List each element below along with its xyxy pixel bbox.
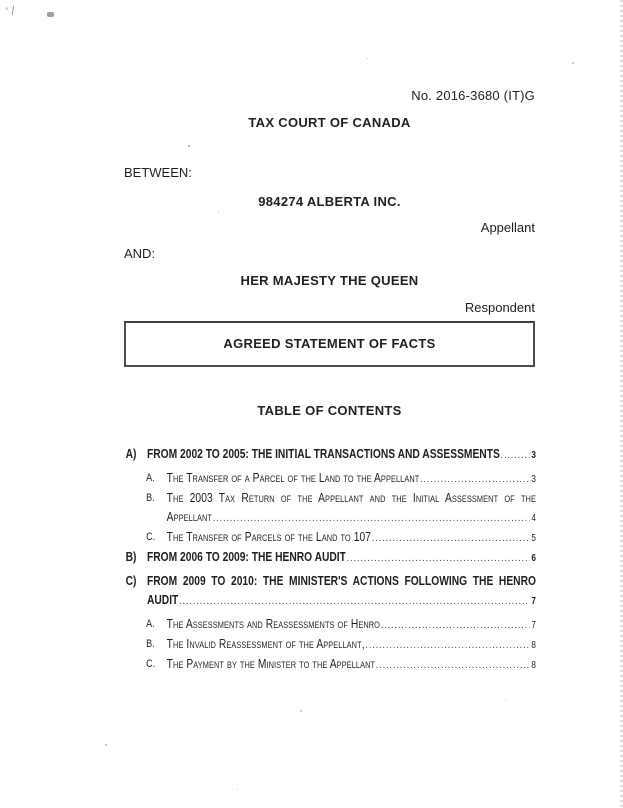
toc-line xyxy=(167,637,536,653)
toc-item-marker: B. xyxy=(146,638,155,650)
document-title: AGREED STATEMENT OF FACTS xyxy=(223,336,436,351)
toc-item-lines xyxy=(167,471,536,487)
toc-line xyxy=(167,491,536,506)
toc-item-marker: B. xyxy=(146,492,155,504)
toc-line xyxy=(147,593,536,609)
scan-speck xyxy=(300,710,302,712)
toc-item-lines xyxy=(147,574,536,609)
toc-item-lines xyxy=(147,550,536,566)
toc-item xyxy=(124,637,536,653)
toc-item-marker: A. xyxy=(146,618,155,630)
toc-leader-dots xyxy=(501,448,530,463)
toc-page-number: 8 xyxy=(531,640,536,651)
appellant-name: 984274 ALBERTA INC. xyxy=(258,194,401,209)
table-of-contents xyxy=(124,447,536,673)
smudge-artifact xyxy=(47,12,54,17)
toc-item-marker: C) xyxy=(125,574,137,588)
toc-item xyxy=(124,657,536,673)
toc-item xyxy=(124,550,536,566)
toc-page-number: 6 xyxy=(531,553,536,564)
toc-line-text: The 2003 Tax Return of the Appellant and the Initial Assessment of the xyxy=(166,491,536,505)
toc-leader-dots xyxy=(381,618,530,633)
toc-title: TABLE OF CONTENTS xyxy=(257,403,402,418)
toc-line xyxy=(167,510,536,526)
toc-leader-dots xyxy=(213,511,530,526)
toc-line xyxy=(167,657,536,673)
toc-item-lines xyxy=(167,491,536,526)
toc-item-marker: A) xyxy=(125,447,137,461)
and-label: AND: xyxy=(124,246,156,261)
toc-line-text: The Assessments and Reassessments of Henro xyxy=(166,617,381,631)
between-label: BETWEEN: xyxy=(124,165,192,180)
toc-leader-dots xyxy=(365,638,529,653)
scan-speck xyxy=(572,62,574,64)
toc-line-text: AUDIT xyxy=(146,593,179,607)
toc-item-marker: C. xyxy=(146,531,156,543)
toc-item-lines xyxy=(167,530,536,546)
toc-leader-dots xyxy=(179,594,530,609)
toc-page-number: 3 xyxy=(531,450,536,461)
toc-line xyxy=(147,574,536,589)
toc-page-number: 7 xyxy=(531,620,536,631)
toc-item xyxy=(124,530,536,546)
toc-line-text: The Transfer of Parcels of the Land to 107 xyxy=(166,530,372,544)
toc-line xyxy=(147,550,536,566)
toc-leader-dots xyxy=(376,658,530,673)
scan-speck xyxy=(105,744,107,746)
toc-item-lines xyxy=(167,657,536,673)
toc-item-marker: A. xyxy=(146,472,155,484)
toc-line-text: The Invalid Reassessment of the Appellant, xyxy=(166,637,365,651)
toc-line-text: Appellant xyxy=(166,510,213,524)
toc-item-lines xyxy=(167,617,536,633)
toc-item xyxy=(124,617,536,633)
toc-line xyxy=(167,471,536,487)
toc-item-lines xyxy=(147,447,536,463)
toc-item xyxy=(124,491,536,526)
toc-item-marker: B) xyxy=(125,550,137,564)
toc-item-marker: C. xyxy=(146,658,156,670)
toc-line-text: FROM 2002 TO 2005: THE INITIAL TRANSACTIONS AND ASSESSMENTS xyxy=(146,447,500,461)
toc-line-text: FROM 2009 TO 2010: THE MINISTER'S ACTIONS FOLLOWING THE HENRO xyxy=(146,574,536,588)
toc-page-number: 7 xyxy=(531,596,536,607)
toc-line xyxy=(167,530,536,546)
toc-page-number: 3 xyxy=(531,474,536,485)
toc-item xyxy=(124,471,536,487)
toc-leader-dots xyxy=(420,472,530,487)
document-title-box xyxy=(124,321,535,367)
toc-item-lines xyxy=(167,637,536,653)
toc-item xyxy=(124,447,536,463)
toc-line-text: The Payment by the Minister to the Appellant xyxy=(166,657,376,671)
toc-page-number: 8 xyxy=(531,660,536,671)
toc-line xyxy=(167,617,536,633)
scan-speck xyxy=(505,700,506,701)
toc-line-text: FROM 2006 TO 2009: THE HENRO AUDIT xyxy=(146,550,346,564)
respondent-role-label: Respondent xyxy=(464,300,535,315)
toc-line-text: The Transfer of a Parcel of the Land to the Appellant xyxy=(166,471,420,485)
toc-line xyxy=(147,447,536,463)
toc-page-number: 4 xyxy=(531,513,536,524)
appellant-role-label: Appellant xyxy=(480,220,535,235)
pen-mark-artifact: '/ xyxy=(5,3,19,19)
toc-item xyxy=(124,574,536,609)
toc-page-number: 5 xyxy=(531,533,536,544)
case-number: No. 2016-3680 (IT)G xyxy=(411,88,535,103)
toc-leader-dots xyxy=(372,531,530,546)
document-content xyxy=(124,0,535,677)
scan-speck xyxy=(237,789,238,790)
respondent-name: HER MAJESTY THE QUEEN xyxy=(240,273,419,288)
toc-leader-dots xyxy=(347,551,530,566)
court-name: TAX COURT OF CANADA xyxy=(248,115,411,130)
